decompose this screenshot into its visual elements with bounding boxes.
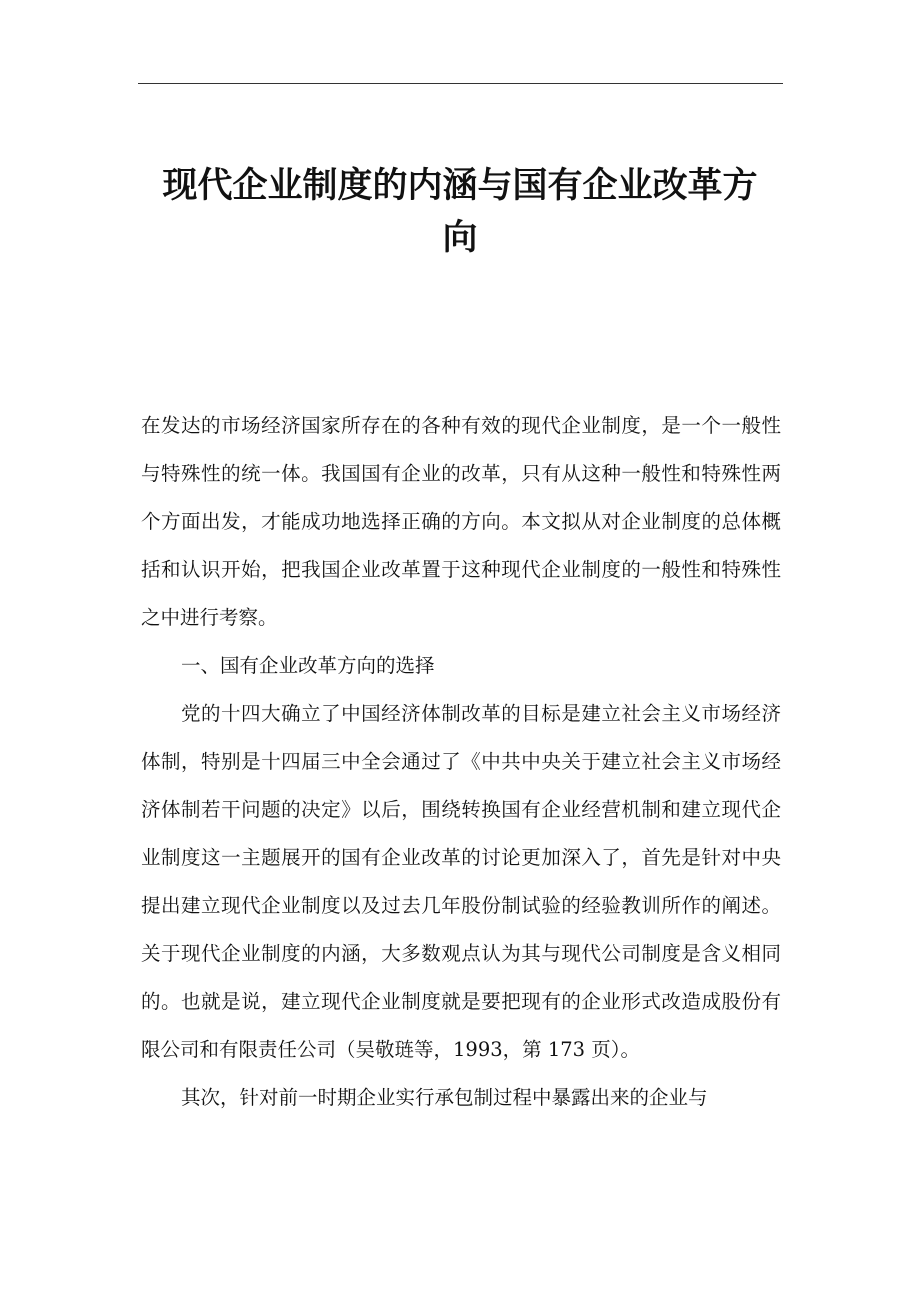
intro-paragraph: 在发达的市场经济国家所存在的各种有效的现代企业制度，是一个一般性与特殊性的统一体。我国国有企业的改革，只有从这种一般性和特殊性两个方面出发，才能成功地选择正确的方向。本文拟从对企业制度的总体概括和认识开始，把我国企业改革置于这种现代企业制度的一般性和特殊性之中进行考察。: [141, 414, 781, 629]
header-rule: [138, 83, 783, 84]
document-title: [120, 160, 800, 264]
title-line-1: 现代企业制度的内涵与国有企业改革方: [162, 165, 758, 206]
body-paragraph: 党的十四大确立了中国经济体制改革的目标是建立社会主义市场经济体制，特别是十四届三中全会通过了《中共中央关于建立社会主义市场经济体制若干问题的决定》以后，围绕转换国有企业经营机制和建立现代企业制度这一主题展开的国有企业改革的讨论更加深入了，首先是针对中央提出建立现代企业制度以及过去几年股份制试验的经验教训所作的阐述。关于现代企业制度的内涵，大多数观点认为其与现代公司制度是含义相同的。也就是说，建立现代企业制度就是要把现有的企业形式改造成股份有限公司和有限责任公司（吴敬琏等，1993，第 173 页）。: [141, 702, 781, 1061]
title-line-2: 向: [442, 217, 478, 258]
body-paragraph: 其次，针对前一时期企业实行承包制过程中暴露出来的企业与: [181, 1086, 708, 1109]
document-body: [141, 402, 781, 1122]
section-heading: 一、国有企业改革方向的选择: [181, 654, 435, 677]
